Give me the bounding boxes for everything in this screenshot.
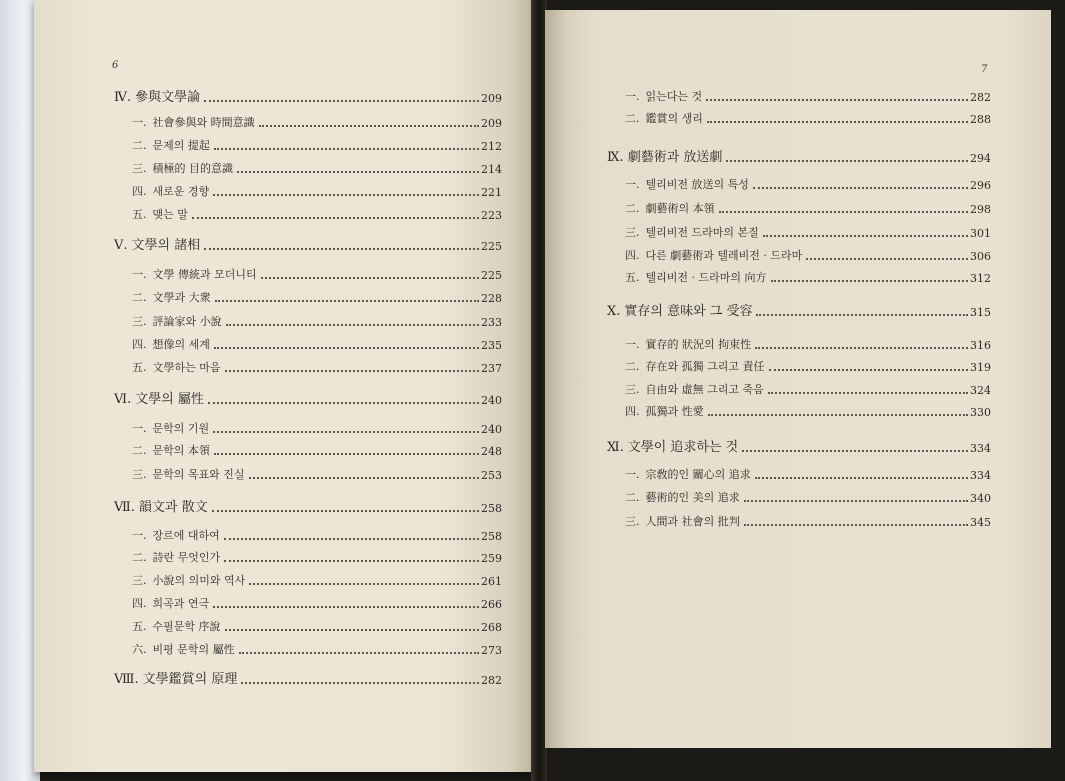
toc-section: [132, 572, 502, 588]
left-page: [34, 0, 534, 772]
toc-number: 二.: [132, 291, 147, 304]
toc-page-number: 282: [481, 674, 502, 687]
dot-leader: [212, 510, 479, 512]
toc-section: [132, 266, 502, 282]
toc-number: 四.: [132, 338, 147, 351]
toc-title: 문학의 本領: [152, 444, 210, 457]
toc-section: [625, 110, 991, 126]
toc-section: [132, 618, 502, 634]
toc-chapter: [114, 86, 502, 105]
toc-title: 텔리비전 放送의 특성: [645, 178, 749, 191]
toc-title: 文學의 屬性: [135, 392, 204, 407]
toc-section: [132, 206, 502, 222]
toc-title: 맺는 말: [152, 208, 188, 221]
toc-number: 二.: [625, 112, 640, 125]
toc-title: 장르에 대하여: [152, 529, 220, 542]
toc-title: 텔리비전 드라마의 본질: [645, 226, 759, 239]
toc-title: 읽는다는 것: [645, 90, 703, 103]
toc-section: [132, 595, 502, 611]
toc-number: 二.: [625, 360, 640, 373]
toc-section: [625, 403, 991, 419]
toc-number: 三.: [625, 226, 640, 239]
dot-leader: [249, 477, 479, 479]
dot-leader: [249, 583, 479, 585]
toc-title: 宗敎的인 關心의 追求: [645, 468, 751, 481]
toc-number: 二.: [132, 551, 147, 564]
dot-leader: [707, 121, 968, 123]
toc-title: 수필문학 序說: [152, 620, 221, 633]
toc-page-number: 261: [481, 575, 502, 588]
toc-page-number: 273: [481, 644, 502, 657]
toc-section: [132, 549, 502, 565]
toc-title: 社會參與와 時間意識: [152, 116, 255, 129]
toc-page-number: 253: [481, 469, 502, 482]
toc-section: [625, 224, 991, 240]
toc-section: [625, 176, 991, 192]
toc-number: Ⅵ.: [114, 392, 132, 407]
dot-leader: [768, 392, 968, 394]
dot-leader: [744, 524, 968, 526]
toc-number: 三.: [132, 574, 147, 587]
dot-leader: [755, 477, 968, 479]
toc-page-number: 225: [481, 269, 502, 282]
page-number: 7: [981, 64, 988, 75]
toc-chapter: [607, 300, 991, 319]
toc-number: Ⅺ.: [607, 440, 624, 455]
toc-section: [132, 527, 502, 543]
toc-number: 四.: [625, 405, 640, 418]
toc-section: [625, 358, 991, 374]
toc-title: 文學鑑賞의 原理: [142, 672, 238, 687]
toc-title: 문학의 기원: [152, 422, 210, 435]
toc-number: 二.: [132, 139, 147, 152]
dot-leader: [742, 450, 968, 452]
toc-title: 텔리비전 · 드라마의 向方: [645, 271, 767, 284]
toc-page-number: 233: [481, 316, 502, 329]
toc-title: 評論家와 小說: [152, 315, 222, 328]
toc-title: 人間과 社會의 批判: [645, 515, 740, 528]
dot-leader: [225, 629, 479, 631]
toc-section: [625, 247, 991, 263]
toc-section: [625, 200, 991, 216]
toc-chapter: [114, 388, 502, 407]
toc-title: 劇藝術의 本領: [645, 202, 715, 215]
toc-title: 文學과 大衆: [152, 291, 211, 304]
toc-page-number: 209: [481, 117, 502, 130]
toc-number: 一.: [625, 178, 640, 191]
toc-section: [132, 641, 502, 657]
toc-number: 三.: [625, 383, 640, 396]
toc-title: 韻文과 散文: [138, 500, 208, 515]
toc-number: 一.: [132, 116, 147, 129]
dot-leader: [214, 347, 479, 349]
toc-chapter: [114, 234, 502, 253]
dot-leader: [261, 277, 479, 279]
toc-title: 문제의 提起: [152, 139, 210, 152]
toc-number: 一.: [625, 338, 640, 351]
toc-page-number: 237: [481, 362, 502, 375]
toc-chapter: [114, 668, 502, 687]
toc-chapter: [114, 496, 502, 515]
toc-page-number: 340: [970, 492, 991, 505]
toc-page-number: 312: [970, 272, 991, 285]
dot-leader: [237, 171, 479, 173]
toc-page-number: 324: [970, 384, 991, 397]
toc-number: 四.: [132, 185, 147, 198]
toc-chapter: [607, 146, 991, 165]
toc-number: 一.: [132, 422, 147, 435]
right-page: [545, 10, 1051, 748]
toc-title: 文學 傳統과 모더니티: [152, 268, 257, 281]
toc-page-number: 298: [970, 203, 991, 216]
toc-page-number: 225: [481, 240, 502, 253]
toc-title: 參與文學論: [135, 90, 201, 105]
toc-page-number: 334: [970, 469, 991, 482]
toc-page-number: 235: [481, 339, 502, 352]
toc-page-number: 334: [970, 442, 991, 455]
toc-number: 五.: [625, 271, 640, 284]
dot-leader: [756, 314, 968, 316]
toc-page-number: 330: [970, 406, 991, 419]
toc-title: 詩란 무엇인가: [152, 551, 221, 564]
toc-section: [132, 183, 502, 199]
toc-page-number: 223: [481, 209, 502, 222]
toc-number: Ⅶ.: [114, 500, 135, 515]
toc-number: 三.: [625, 515, 640, 528]
toc-page-number: 296: [970, 179, 991, 192]
toc-section: [132, 442, 502, 458]
toc-page-number: 212: [481, 140, 502, 153]
toc-number: 二.: [132, 444, 147, 457]
dot-leader: [214, 453, 479, 455]
toc-page-number: 214: [481, 163, 502, 176]
toc-page-number: 268: [481, 621, 502, 634]
toc-chapter: [607, 436, 991, 455]
toc-page-number: 240: [481, 423, 502, 436]
dot-leader: [763, 235, 968, 237]
dot-leader: [239, 652, 479, 654]
toc-title: 비평 문학의 屬性: [152, 643, 235, 656]
toc-page-number: 258: [481, 530, 502, 543]
dot-leader: [259, 125, 479, 127]
toc-number: 四.: [625, 249, 640, 262]
toc-page-number: 266: [481, 598, 502, 611]
dot-leader: [214, 148, 479, 150]
toc-title: 自由와 虛無 그리고 죽음: [645, 383, 764, 396]
toc-section: [625, 489, 991, 505]
toc-title: 文學의 諸相: [131, 238, 201, 253]
toc-section: [132, 137, 502, 153]
toc-title: 積極的 目的意識: [152, 162, 233, 175]
toc-page-number: 301: [970, 227, 991, 240]
toc-number: 五.: [132, 620, 147, 633]
toc-section: [625, 88, 991, 104]
toc-section: [132, 466, 502, 482]
toc-title: 孤獨과 性愛: [645, 405, 704, 418]
page-number: 6: [112, 60, 119, 71]
toc-section: [625, 269, 991, 285]
toc-number: 三.: [132, 162, 147, 175]
toc-title: 文學이 追求하는 것: [627, 440, 739, 455]
toc-title: 새로운 경향: [152, 185, 210, 198]
toc-title: 存在와 孤獨 그리고 責任: [645, 360, 765, 373]
toc-page-number: 345: [970, 516, 991, 529]
toc-title: 희곡과 연극: [152, 597, 210, 610]
dot-leader: [215, 300, 479, 302]
toc-page-number: 248: [481, 445, 502, 458]
toc-number: 一.: [625, 468, 640, 481]
toc-section: [132, 114, 502, 130]
toc-page-number: 221: [481, 186, 502, 199]
toc-number: 三.: [132, 468, 147, 481]
toc-section: [132, 359, 502, 375]
toc-number: 五.: [132, 361, 147, 374]
toc-section: [625, 513, 991, 529]
toc-number: Ⅸ.: [607, 150, 624, 165]
toc-number: Ⅷ.: [114, 672, 139, 687]
toc-page-number: 209: [481, 92, 502, 105]
dot-leader: [208, 402, 479, 404]
dot-leader: [213, 606, 479, 608]
dot-leader: [224, 538, 479, 540]
toc-title: 小說의 의미와 역사: [152, 574, 246, 587]
dot-leader: [204, 248, 479, 250]
toc-page-number: 259: [481, 552, 502, 565]
toc-title: 劇藝術과 放送劇: [627, 150, 723, 165]
dot-leader: [708, 414, 968, 416]
toc-section: [625, 466, 991, 482]
toc-title: 다른 劇藝術과 텔레비전 · 드라마: [645, 249, 803, 262]
toc-page-number: 240: [481, 394, 502, 407]
dot-leader: [706, 99, 968, 101]
dot-leader: [226, 324, 479, 326]
toc-page-number: 316: [970, 339, 991, 352]
dot-leader: [192, 217, 479, 219]
toc-title: 藝術的인 美의 追求: [645, 491, 740, 504]
toc-number: 六.: [132, 643, 147, 656]
dot-leader: [755, 347, 968, 349]
dot-leader: [719, 211, 968, 213]
dot-leader: [213, 431, 479, 433]
toc-number: 一.: [625, 90, 640, 103]
dot-leader: [769, 369, 969, 371]
toc-section: [132, 160, 502, 176]
dot-leader: [753, 187, 968, 189]
toc-title: 文學하는 마음: [152, 361, 221, 374]
toc-title: 문학의 목표와 진실: [152, 468, 245, 481]
toc-number: 二.: [625, 202, 640, 215]
toc-title: 想像의 세계: [152, 338, 210, 351]
toc-number: 五.: [132, 208, 147, 221]
toc-page-number: 319: [970, 361, 991, 374]
toc-section: [625, 336, 991, 352]
toc-section: [625, 381, 991, 397]
toc-page-number: 288: [970, 113, 991, 126]
toc-page-number: 228: [481, 292, 502, 305]
toc-title: 鑑賞의 생리: [645, 112, 703, 125]
dot-leader: [213, 194, 479, 196]
toc-section: [132, 420, 502, 436]
toc-section: [132, 336, 502, 352]
toc-number: Ⅹ.: [607, 304, 621, 319]
dot-leader: [806, 258, 968, 260]
toc-number: 二.: [625, 491, 640, 504]
toc-number: Ⅳ.: [114, 90, 132, 105]
toc-section: [132, 289, 502, 305]
toc-number: 三.: [132, 315, 147, 328]
toc-section: [132, 313, 502, 329]
toc-page-number: 315: [970, 306, 991, 319]
dot-leader: [744, 500, 968, 502]
toc-page-number: 306: [970, 250, 991, 263]
toc-number: 一.: [132, 268, 147, 281]
toc-page-number: 258: [481, 502, 502, 515]
dot-leader: [241, 682, 479, 684]
toc-number: Ⅴ.: [114, 238, 128, 253]
toc-title: 實存의 意味와 그 受容: [624, 304, 753, 319]
dot-leader: [771, 280, 969, 282]
dot-leader: [204, 100, 479, 102]
toc-page-number: 294: [970, 152, 991, 165]
toc-page-number: 282: [970, 91, 991, 104]
toc-title: 實存的 狀況의 拘束性: [645, 338, 752, 351]
dot-leader: [225, 370, 479, 372]
dot-leader: [726, 160, 968, 162]
toc-number: 一.: [132, 529, 147, 542]
toc-number: 四.: [132, 597, 147, 610]
dot-leader: [224, 560, 479, 562]
